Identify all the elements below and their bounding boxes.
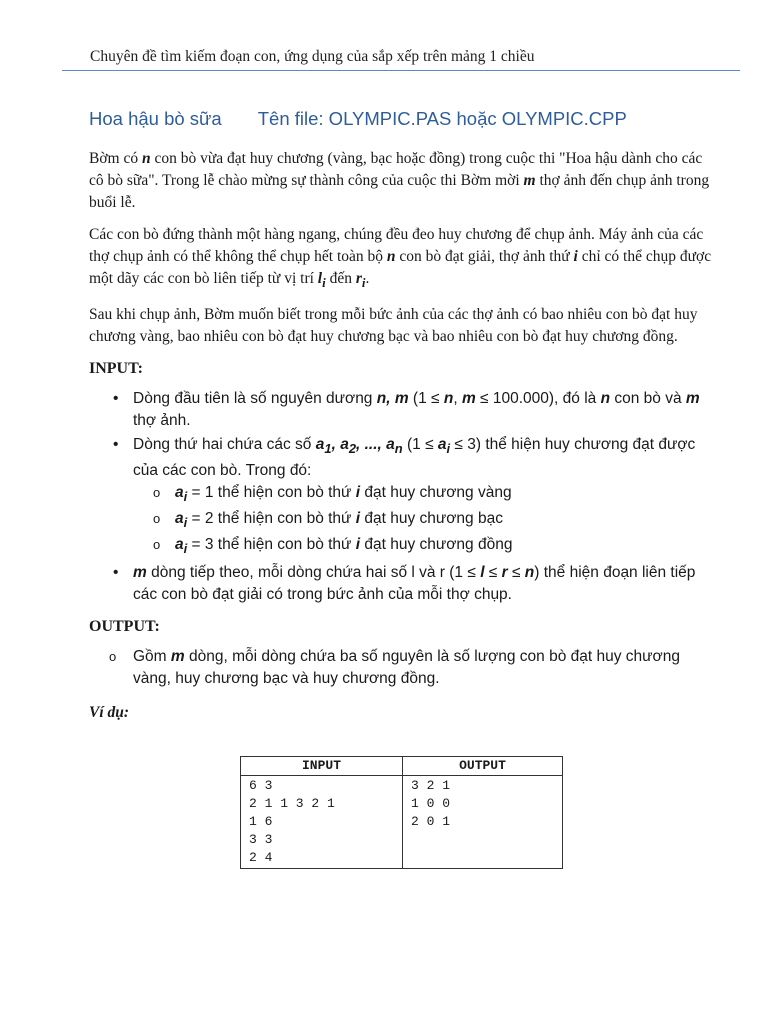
file-name: Tên file: OLYMPIC.PAS hoặc OLYMPIC.CPP [257, 108, 627, 129]
intro-paragraph-2: Các con bò đứng thành một hàng ngang, chúng đều đeo huy chương để chụp ảnh. Máy ảnh của các thợ chụp ảnh có thể không thể chụp hết toàn bộ n con bò đạt giải, thợ ảnh thứ i chỉ có thể chụp được một dãy các con bò liên tiếp từ vị trí $l_i$ đến $r_i$. [89, 226, 712, 291]
example-input-cell [241, 776, 403, 869]
example-input-line: 6 3 [249, 778, 273, 793]
input-heading: INPUT: [89, 360, 143, 378]
intro-paragraph-3: Sau khi chụp ảnh, Bờm muốn biết trong mỗi bức ảnh của các thợ ảnh có bao nhiêu con bò đạt huy chương vàng, bao nhiêu con bò đạt huy chương bạc và bao nhiêu con bò đạt huy chương đồng. [89, 306, 698, 346]
example-output-line: 1 0 0 [411, 796, 451, 811]
output-item: o Gồm m dòng, mỗi dòng chứa ba số nguyên là số lượng con bò đạt huy chương vàng, huy chương bạc và huy chương đồng. [89, 646, 717, 690]
header-rule [62, 70, 740, 71]
medal-item-gold: o $a_i = 1$ thể hiện con bò thứ i đạt huy chương vàng [175, 482, 717, 508]
example-input-line: 3 3 [249, 832, 273, 847]
problem-title [89, 108, 627, 130]
input-list [89, 388, 717, 606]
example-input-header: INPUT [241, 757, 403, 776]
medal-list [133, 482, 717, 560]
problem-name: Hoa hậu bò sữa [89, 108, 222, 129]
output-heading: OUTPUT: [89, 618, 160, 636]
input-bullet-2: • Dòng thứ hai chứa các số $a_1$, $a_2$, ..., $a_n$ $(1 \le a_i \le 3)$ thể hiện huy chương đạt được của các con bò. Trong đó: o $a_i = 1$ thể hiện con bò thứ i đạt huy chương vàng o $a_i = 2$ thể hiện con bò thứ i đạt huy chương bạc o $a_i = 3$ thể hiện con bò thứ i đạt huy chương đồng [133, 434, 717, 560]
page-header: Chuyên đề tìm kiếm đoạn con, ứng dụng của sắp xếp trên mảng 1 chiều [90, 48, 535, 65]
intro-paragraph-1: Bờm có n con bò vừa đạt huy chương (vàng, bạc hoặc đồng) trong cuộc thi "Hoa hậu dành cho các cô bò sữa". Trong lễ chào mừng sự thành công của cuộc thi Bờm mời m thợ ảnh đến chụp ảnh trong buổi lễ. [89, 150, 710, 211]
input-bullet-3: • m dòng tiếp theo, mỗi dòng chứa hai số l và r (1 ≤ l ≤ r ≤ n) thể hiện đoạn liên tiếp các con bò đạt giải có trong bức ảnh của mỗi thợ chụp. [133, 562, 717, 606]
example-input-line: 2 4 [249, 850, 273, 865]
example-output-cell [403, 776, 563, 869]
example-input-line: 1 6 [249, 814, 273, 829]
example-output-line: 2 0 1 [411, 814, 451, 829]
example-table [240, 756, 563, 869]
example-input-line: 2 1 1 3 2 1 [249, 796, 335, 811]
example-output-header: OUTPUT [403, 757, 563, 776]
input-bullet-1: • Dòng đầu tiên là số nguyên dương n, m (1 ≤ n, m ≤ 100.000), đó là n con bò và m thợ ảnh. [133, 388, 717, 432]
medal-item-silver: o $a_i = 2$ thể hiện con bò thứ i đạt huy chương bạc [175, 508, 717, 534]
content [89, 148, 717, 734]
example-output-line: 3 2 1 [411, 778, 451, 793]
medal-item-bronze: o $a_i = 3$ thể hiện con bò thứ i đạt huy chương đồng [175, 534, 717, 560]
example-label: Ví dụ: [89, 704, 130, 722]
